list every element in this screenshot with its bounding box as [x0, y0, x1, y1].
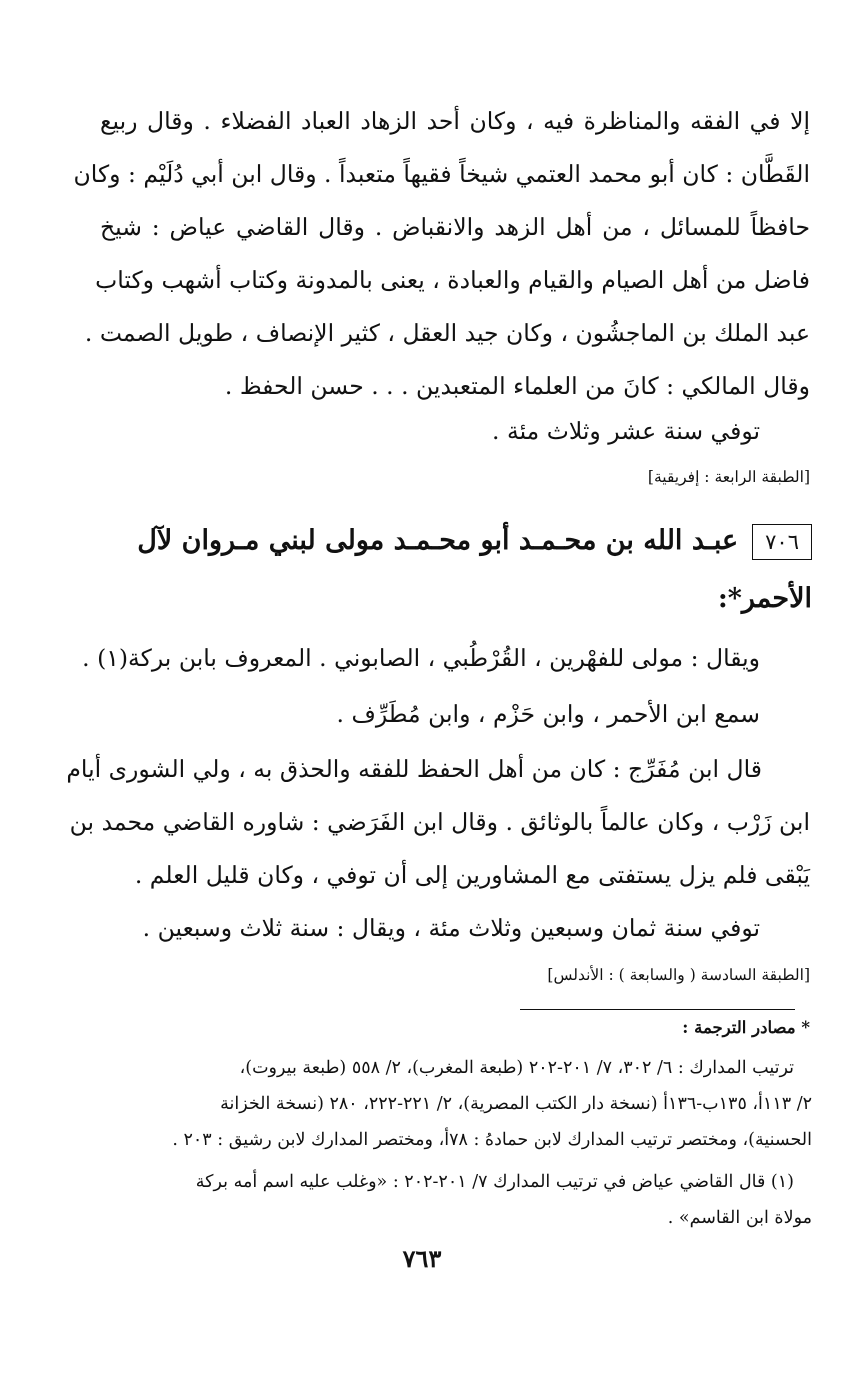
footnote-line: مولاة ابن القاسم» .: [667, 1208, 812, 1228]
tabaqa-label-1: [الطبقة الرابعة : إفريقية]: [647, 468, 810, 486]
text-line: ابن زَرْب ، وكان عالماً بالوثائق . وقال ابن الفَرَضي : شاوره القاضي محمد بن: [69, 808, 810, 836]
text-line: القَطَّان : كان أبو محمد العتمي شيخاً فقيهاً متعبداً . وقال ابن أبي دُلَيْم : وكان: [73, 160, 810, 188]
text-line: وقال المالكي : كانَ من العلماء المتعبدين . . . حسن الحفظ .: [224, 372, 810, 400]
entry-heading-line1: [100, 512, 812, 570]
footnote-line: الحسنية)، ومختصر ترتيب المدارك لابن حمادهُ : ٧٨أ، ومختصر المدارك لابن رشيق : ٢٠٣ .: [172, 1130, 812, 1150]
footnote-sources-title: * مصادر الترجمة :: [682, 1018, 810, 1037]
text-line: حافظاً للمسائل ، من أهل الزهد والانقباض . وقال القاضي عياض : شيخ: [100, 213, 810, 241]
entry-paragraph-3: [66, 743, 810, 902]
footnote-sources: [100, 1050, 812, 1158]
tabaqa-label-2: [الطبقة السادسة ( والسابعة ) : الأندلس]: [547, 966, 810, 984]
entry-number-box: ٧٠٦: [752, 524, 812, 560]
footnote-line: (١) قال القاضي عياض في ترتيب المدارك ٧/ ٢٠١-٢٠٢ : «وغلب عليه اسم أمه بركة: [195, 1172, 794, 1192]
entry-title-line2: الأحمر*:: [717, 583, 812, 614]
death-note-top: توفي سنة عشر وثلاث مئة .: [492, 417, 760, 445]
entry-death-note: توفي سنة ثمان وسبعين وثلاث مئة ، ويقال : سنة ثلاث وسبعين .: [142, 914, 760, 942]
footnote-1: [100, 1164, 812, 1236]
text-line: فاضل من أهل الصيام والقيام والعبادة ، يعنى بالمدونة وكتاب أشهب وكتاب: [95, 266, 810, 294]
entry-heading: [100, 512, 812, 628]
text-line: عبد الملك بن الماجشُون ، وكان جيد العقل ، كثير الإنصاف ، طويل الصمت .: [84, 319, 810, 347]
text-line: قال ابن مُفَرِّج : كان من أهل الحفظ للفقه والحذق به ، ولي الشورى أيام: [66, 755, 762, 783]
entry-title: عبـد الله بن محـمـد أبو محـمـد مولى لبني مـروان لآل: [137, 525, 739, 556]
footnote-line: ترتيب المدارك : ٦/ ٣٠٢، ٧/ ٢٠١-٢٠٢ (طبعة المغرب)، ٢/ ٥٥٨ (طبعة بيروت)،: [239, 1058, 794, 1078]
biography-paragraph-top: [73, 95, 810, 413]
footnote-line: ٢/ ١١٣أ، ١٣٥ب-١٣٦أ (نسخة دار الكتب المصرية)، ٢/ ٢٢١-٢٢٢، ٢٨٠ (نسخة الخزانة: [220, 1094, 812, 1114]
text-line: يَبْقى فلم يزل يستفتى مع المشاورين إلى أن توفي ، وكان قليل العلم .: [134, 861, 810, 889]
footnote-divider: [520, 1009, 795, 1010]
page-number: ٧٦٣: [402, 1244, 442, 1273]
entry-paragraph-1: ويقال : مولى للفهْرين ، القُرْطُبي ، الصابوني . المعروف بابن بركة(١) .: [82, 644, 760, 672]
text-line: إلا في الفقه والمناظرة فيه ، وكان أحد الزهاد العباد الفضلاء . وقال ربيع: [100, 107, 810, 135]
entry-paragraph-2: سمع ابن الأحمر ، وابن حَزْم ، وابن مُطَرِّف .: [336, 700, 760, 728]
